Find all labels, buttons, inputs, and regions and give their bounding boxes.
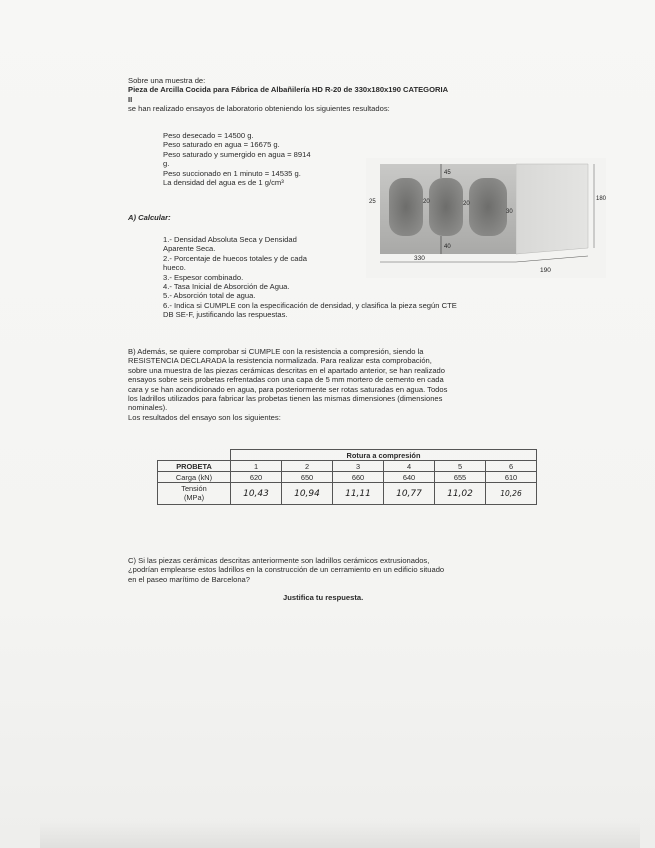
section-a-heading-block [128, 213, 548, 222]
data-line: Peso desecado = 14500 g. [163, 131, 254, 140]
task-item: 1.- Densidad Absoluta Seca y Densidad [163, 235, 297, 244]
section-c-block [128, 556, 538, 584]
table-cell: 5 [435, 461, 486, 472]
justify-instruction: Justifica tu respuesta. [283, 593, 364, 602]
table-cell: 1 [231, 461, 282, 472]
handwritten-cell: 10,26 [486, 483, 537, 505]
section-b-line: nominales). [128, 403, 168, 413]
task-item: DB SE-F, justificando las respuestas. [163, 310, 288, 320]
intro-results-line: se han realizado ensayos de laboratorio obteniendo los siguientes resultados: [128, 104, 390, 114]
handwritten-cell: 10,94 [282, 483, 333, 505]
dim-label: 20 [463, 201, 470, 207]
section-b-line: sobre una muestra de las piezas cerámicas descritas en el apartado anterior, se han realizado [128, 365, 446, 375]
table-cell: 3 [333, 461, 384, 472]
table-corner [158, 450, 231, 461]
data-line: Peso saturado y sumergido en agua = 8914 [163, 149, 311, 159]
table-row [158, 483, 537, 505]
data-line: Peso saturado en agua = 16675 g. [163, 140, 280, 150]
dim-label: 20 [423, 199, 430, 205]
data-line: g. [163, 159, 170, 169]
table-cell: 6 [486, 461, 537, 472]
dim-label: 45 [444, 170, 451, 176]
intro-line: Sobre una muestra de: [128, 76, 206, 85]
table-row [158, 461, 537, 472]
table-cell: 655 [435, 472, 486, 483]
row-label: Carga (kN) [158, 472, 231, 483]
intro-block [128, 76, 548, 114]
row-label: PROBETA [158, 461, 231, 472]
handwritten-cell: 10,77 [384, 483, 435, 505]
height-label: 180 [596, 196, 606, 202]
handwritten-cell: 11,02 [435, 483, 486, 505]
table-cell: 4 [384, 461, 435, 472]
section-b-line: RESISTENCIA DECLARADA la resistencia normalizada. Para realizar esta comprobación, [128, 356, 432, 366]
section-b-block [128, 347, 538, 422]
task-item: 5.- Absorción total de agua. [163, 291, 256, 301]
row-label [158, 483, 231, 505]
task-item: 2.- Porcentaje de huecos totales y de cada [163, 253, 307, 263]
section-c-line: C) Si las piezas cerámicas descritas anteriormente son ladrillos cerámicos extrusionados, [128, 556, 430, 565]
length-label: 330 [414, 255, 425, 262]
section-a-list [163, 235, 543, 320]
hole-3 [469, 178, 507, 236]
justify-line-block [283, 593, 483, 602]
piece-title: Pieza de Arcilla Cocida para Fábrica de Albañilería HD R-20 de 330x180x190 CATEGORIA [128, 85, 449, 95]
section-b-line: los ladrillos utilizados para fabricar las probetas tienen las mismas dimensiones (dimensiones [128, 394, 443, 404]
table-cell: 620 [231, 472, 282, 483]
row-label-line: (MPa) [183, 492, 205, 502]
task-item: Aparente Seca. [163, 244, 216, 254]
dim-label: 30 [506, 209, 513, 215]
group-header: Rotura a compresión [231, 450, 537, 461]
table-cell: 650 [282, 472, 333, 483]
section-c-line: en el paseo marítimo de Barcelona? [128, 574, 250, 584]
task-item: 3.- Espesor combinado. [163, 272, 244, 282]
task-item: 4.- Tasa Inicial de Absorción de Agua. [163, 282, 290, 292]
section-b-line: B) Además, se quiere comprobar si CUMPLE con la resistencia a compresión, siendo la [128, 347, 424, 356]
hole-2 [429, 178, 463, 236]
data-line: Peso succionado en 1 minuto = 14535 g. [163, 168, 301, 178]
test-data-list [163, 131, 363, 187]
section-b-line: cara y se han acondicionado en agua, para posteriormente ser rotas saturadas en agua. Todos [128, 384, 448, 394]
section-b-line: ensayos sobre seis probetas refrentadas con una capa de 5 mm mortero de cemento en cada [128, 375, 444, 385]
dim-label: 40 [444, 244, 451, 250]
task-item: hueco. [163, 263, 186, 273]
table-cell: 640 [384, 472, 435, 483]
dim-label: 25 [369, 199, 376, 205]
table-cell: 610 [486, 472, 537, 483]
hole-1 [389, 178, 423, 236]
data-line: La densidad del agua es de 1 g/cm³ [163, 178, 284, 188]
results-intro: Los resultados del ensayo son los siguientes: [128, 412, 281, 422]
depth-label: 190 [540, 267, 551, 274]
table-row [158, 472, 537, 483]
task-item: 6.- Indica si CUMPLE con la especificación de densidad, y clasifica la pieza según CTE [163, 300, 457, 310]
results-table-wrapper [157, 449, 537, 505]
table-cell: 2 [282, 461, 333, 472]
section-a-heading: A) Calcular: [128, 213, 171, 222]
results-table [157, 449, 537, 505]
handwritten-cell: 10,43 [231, 483, 282, 505]
row-label-line: Tensión [181, 484, 207, 493]
handwritten-cell: 11,11 [333, 483, 384, 505]
piece-title-category: II [128, 94, 133, 104]
table-cell: 660 [333, 472, 384, 483]
section-c-line: ¿podrían emplearse estos ladrillos en la construcción de un cerramiento en un edificio situado [128, 565, 445, 575]
page-edge-shadow [40, 820, 640, 848]
